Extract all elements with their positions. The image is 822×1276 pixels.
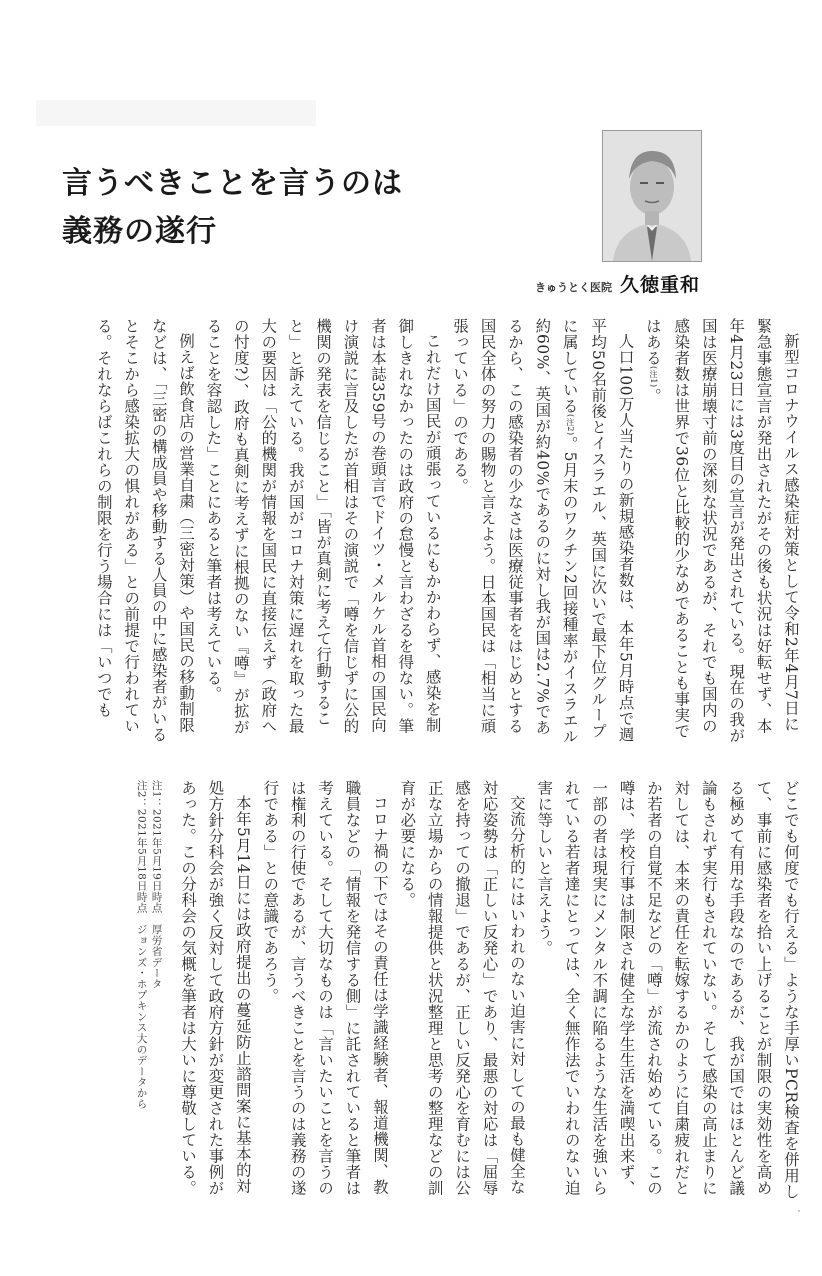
article-title: [62, 160, 522, 256]
note-ref: (注1): [648, 366, 658, 388]
article-body-top: [34, 318, 804, 748]
footnote-2: 注2：2021年5月18日時点 ジョンズ・ホプキンス大のデータから: [135, 780, 148, 1110]
paragraph: コロナ禍の下ではその責任は学識経験者、報道機関、教職員などの「情報を発信する側」に託されていると筆者は考えている。そして大切なものは「言いたいことを言うのは権利の行使であるが、言うべきことを言うのは義務の遂行である」との意識であろう。: [261, 780, 389, 1196]
title-line-2: 義務の遂行: [62, 214, 217, 249]
paragraph: 例えば飲食店の営業自粛（三密対策）や国民の移動制限などは、「三密の構成員や移動する人員の中に感染者がいるとそこから感染拡大の惧れがある」との前提で行われている。それならばこれらの制限を行う場合には「いつでも: [94, 318, 196, 743]
paragraph: どこでも何度でも行える」ような手厚いPCR検査を併用して、事前に感染者を拾い上げることが制限の実効性を高める極めて有用な手段なのであるが、我が国ではほとんど議論もされず実行もされていない。そして感染の高止まりに対しては、本来の責任を転嫁するかのように自粛疲れだとか若者の自覚不足などの「噂」が流され始めている。この噂は、学校行事は制限され健全な学生生活を満喫出来ず、一部の者は現実にメンタル不調に陥るような生活を強いられている若者達にとっては、全く無作法でいわれのない迫害に等しいと言えよう。: [535, 780, 800, 1200]
paragraph: 新型コロナウイルス感染症対策として令和2年4月7日に緊急事態宣言が発出されたがその後も状況は好転せず、本年4月23日には3度目の宣言が発出されている。現在の我が国は医療崩壊寸前の深刻な状況であるが、それでも国内の感染者数は世界で36位と比較的少なめであることも事実ではある(注1)。: [643, 318, 800, 744]
byline-clinic: きゅうとく医院: [534, 281, 612, 294]
faded-header-band: [36, 100, 316, 126]
byline: [535, 270, 700, 297]
paragraph: 人口100万人当たりの新規感染者数は、本年5月時点で週平均50名前後とイスラエル、英国に次いで最下位グループに属している(注2)。5月末のワクチン2回接種率がイスラエル約60%、英国が約40%であるのに対し我が国は2.7%であるから、この感染者の少なさは医療従事者をはじめとする国民全体の努力の賜物と言えよう。日本国民は「相当に頑張っている」のである。: [451, 318, 635, 745]
author-portrait-icon: [603, 131, 701, 261]
footnote-1: 注1：2021年5月19日時点 厚労省データ: [150, 780, 163, 990]
paragraph: 交流分析的にはいわれのない迫害に対しての最も健全な対応姿勢は「正しい反発心」であり、最悪の対応は「屈辱感を持っての撤退」であるが、正しい反発心を育むには公正な立場からの情報提供と状況整理と思考の整理などの訓育が必要になる。: [398, 780, 526, 1196]
byline-author: 久徳重和: [619, 274, 700, 296]
author-photo: [602, 130, 702, 262]
article-body-bottom: [34, 780, 804, 1210]
title-line-1: 言うべきことを言うのは: [62, 166, 403, 201]
page-mark: [798, 1210, 800, 1212]
paragraph: これだけ国民が頑張っているにもかかわらず、感染を制御しきれなかったのは政府の怠慢と言わざるを得ない。筆者は本誌359号の巻頭言でドイツ・メルケル首相の国民向け演説に言及したが首相はその演説で「噂を信じずに公的機関の発表を信じること」「皆が真剣に考えて行動すること」と訴えている。我が国がコロナ対策に遅れを取った最大の要因は「公的機関が情報を国民に直接伝えず（政府への忖度?）、政府も真剣に考えずに根拠のない『噂』が拡がることを容認した」ことにあると筆者は考えている。: [204, 318, 442, 736]
note-ref: (注2): [565, 414, 575, 436]
paragraph: 本年5月14日には政府提出の蔓延防止諮問案に基本的対処方針分科会が強く反対して政府方針が変更された事例があった。この分科会の気概を筆者は大いに尊敬している。: [179, 780, 252, 1196]
footnotes: [134, 780, 164, 1210]
